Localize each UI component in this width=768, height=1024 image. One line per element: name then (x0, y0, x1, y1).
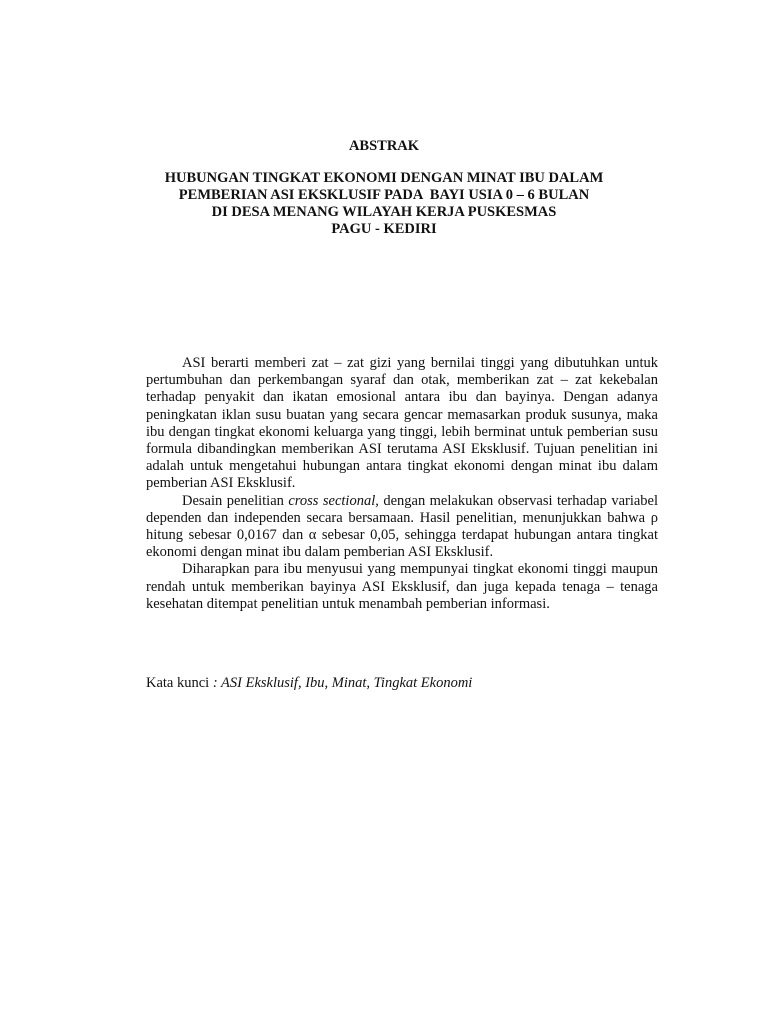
paragraph-3: Diharapkan para ibu menyusui yang mempunyai tingkat ekonomi tinggi maupun rendah untuk memberikan bayinya ASI Eksklusif, dan juga kepada tenaga – tenaga kesehatan ditempat penelitian untuk menambah pemberian informasi. (146, 561, 658, 612)
abstract-title (0, 170, 768, 238)
keywords-value: : ASI Eksklusif, Ibu, Minat, Tingkat Ekonomi (212, 675, 473, 691)
paragraph-2-rest: , dengan melakukan observasi terhadap variabel dependen dan independen secara bersamaan. Hasil penelitian, menunjukkan bahwa ρ hitung sebesar 0,0167 dan α sebesar 0,05, sehingga terdapat hubungan antara tingkat ekonomi dengan minat ibu dalam pemberian ASI Eksklusif. (146, 492, 659, 561)
keywords-label: Kata kunci (146, 675, 213, 691)
keywords-line (146, 675, 666, 692)
title-line-2: PEMBERIAN ASI EKSKLUSIF PADA BAYI USIA 0 – 6 BULAN (178, 187, 590, 203)
abstract-heading: ABSTRAK (348, 138, 420, 154)
title-line-3: DI DESA MENANG WILAYAH KERJA PUSKESMAS (211, 204, 557, 220)
title-line-1: HUBUNGAN TINGKAT EKONOMI DENGAN MINAT IBU DALAM (164, 170, 604, 186)
abstract-body (146, 355, 658, 613)
title-line-4: PAGU - KEDIRI (331, 221, 437, 237)
paragraph-2-start: Desain penelitian (182, 492, 289, 509)
paragraph-1: ASI berarti memberi zat – zat gizi yang bernilai tinggi yang dibutuhkan untuk pertumbuhan dan perkembangan syaraf dan otak, memberikan zat – zat kekebalan terhadap penyakit dan ikatan emosional antara ibu dan bayinya. Dengan adanya peningkatan iklan susu buatan yang secara gencar memasarkan produk susunya, maka ibu dengan tingkat ekonomi keluarga yang tinggi, lebih berminat untuk pemberian susu formula dibandingkan memberikan ASI terutama ASI Eksklusif. Tujuan penelitian ini adalah untuk mengetahui hubungan antara tingkat ekonomi dengan minat ibu dalam pemberian ASI Eksklusif. (146, 355, 658, 492)
paragraph-2-italic-term: cross sectional (288, 492, 376, 509)
paragraph-2 (146, 493, 658, 562)
